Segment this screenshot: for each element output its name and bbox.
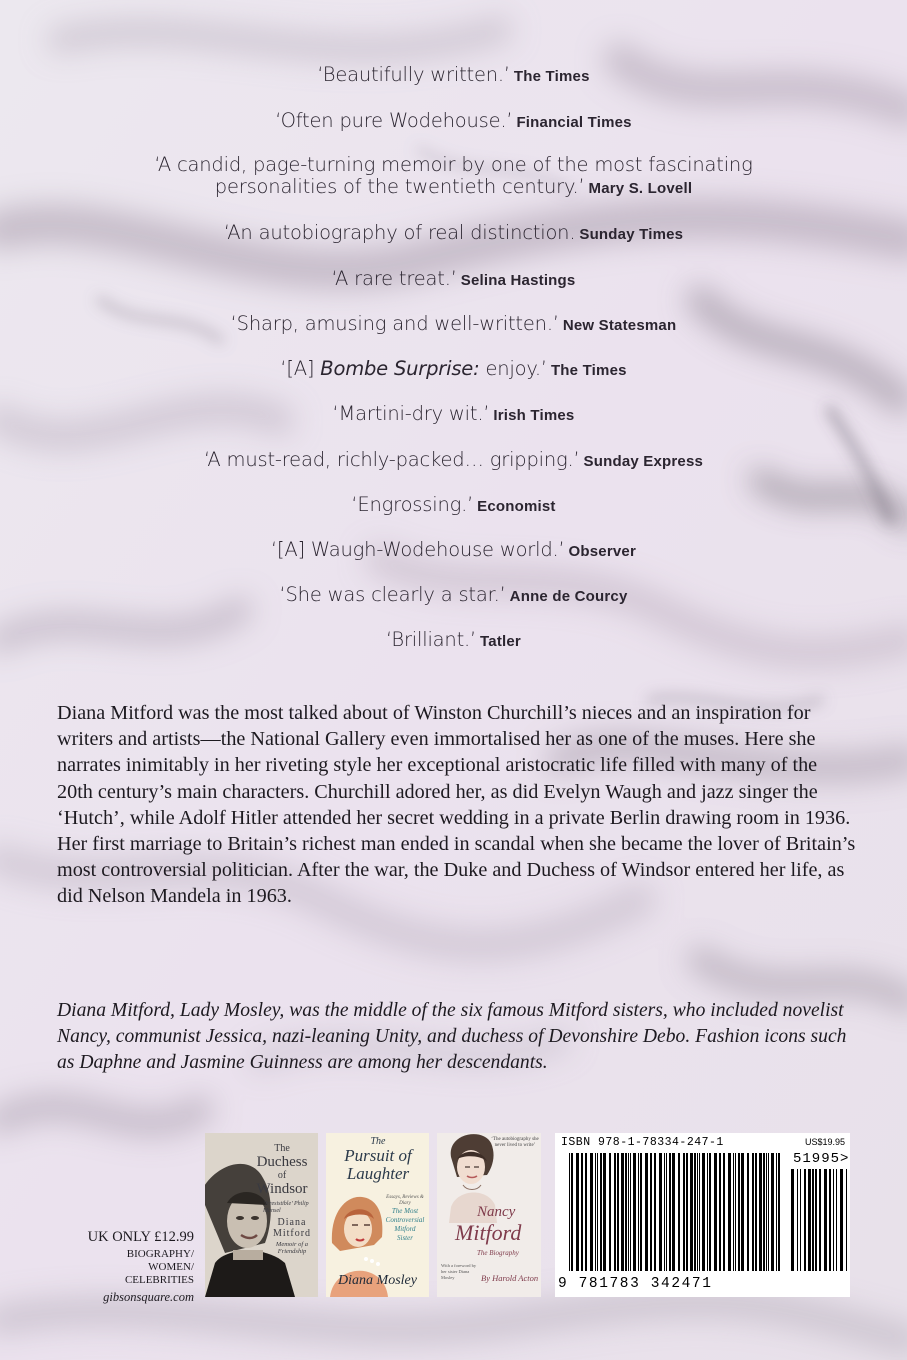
barcode-bar <box>768 1153 769 1271</box>
quote-source: Sunday Express <box>583 453 704 470</box>
cover-blurb: ‘The autobiography she never lived to write’ <box>491 1137 539 1148</box>
cover-author-last: Mitford <box>272 1228 312 1239</box>
barcode-bar <box>723 1153 725 1271</box>
barcode-bar <box>735 1153 736 1271</box>
barcode-bar <box>690 1153 693 1271</box>
barcode-bar <box>645 1153 648 1271</box>
barcode-bar <box>797 1169 798 1271</box>
barcode-bar <box>581 1153 583 1271</box>
cover-author: Diana Mosley <box>338 1273 417 1288</box>
barcode-bar <box>738 1153 740 1271</box>
cover-title <box>249 1143 315 1197</box>
cover-title-word: The <box>370 1136 386 1147</box>
cover-subtitle-line: Controversial <box>385 1216 425 1224</box>
cover-tagline: ‘Irresistible’ Philip Mansel <box>263 1201 309 1214</box>
barcode-bar <box>650 1153 652 1271</box>
quote-source: The Times <box>513 68 590 85</box>
cover-title-word: Nancy <box>477 1204 516 1220</box>
barcode-bar <box>812 1169 814 1271</box>
barcode-bar <box>709 1153 711 1271</box>
barcode-bar <box>840 1169 843 1271</box>
related-book-cover-duchess-of-windsor <box>205 1133 318 1297</box>
quote-text: enjoy.’ <box>479 357 547 380</box>
quote-source: Financial Times <box>516 114 632 131</box>
cover-title <box>330 1137 426 1183</box>
cover-title-word: of <box>277 1170 287 1181</box>
barcode-bar <box>571 1153 573 1271</box>
isbn-label: ISBN 978-1-78334-247-1 <box>561 1136 724 1149</box>
quote-source: Irish Times <box>493 407 575 424</box>
barcode-bar <box>846 1169 847 1271</box>
cover-title <box>455 1203 539 1245</box>
cover-foreword: With a foreword by her sister Diana Mosley <box>441 1263 477 1280</box>
cover-subtitle: Memoir of a Friendship <box>275 1241 309 1255</box>
barcode-bar <box>776 1153 777 1271</box>
barcode-bar <box>576 1153 579 1271</box>
barcode-bar <box>833 1169 834 1271</box>
quote-2 <box>0 110 907 134</box>
quote-13 <box>0 629 907 653</box>
quote-1 <box>0 64 907 88</box>
related-book-cover-pursuit-of-laughter <box>326 1133 429 1297</box>
quote-8 <box>0 403 907 427</box>
quote-11 <box>0 539 907 563</box>
cover-subtitle-line: The Most <box>391 1207 419 1215</box>
quote-source: The Times <box>550 362 627 379</box>
barcode-bar <box>654 1153 656 1271</box>
barcode-bar <box>836 1169 837 1271</box>
barcode-ean-number: 9 781783 342471 <box>558 1276 713 1292</box>
barcode-bar <box>666 1153 667 1271</box>
barcode-bar <box>597 1153 598 1271</box>
quote-source: Mary S. Lovell <box>588 180 693 197</box>
cover-author <box>269 1217 315 1239</box>
barcode-bar <box>630 1153 631 1271</box>
barcode-bar <box>791 1169 794 1271</box>
barcode-bar <box>800 1169 801 1271</box>
barcode-bar <box>659 1153 662 1271</box>
barcode-bar <box>585 1153 587 1271</box>
barcode-bar <box>719 1153 721 1271</box>
price-category-block <box>70 1228 194 1305</box>
quote-text: ‘Martini-dry wit.’ <box>332 402 490 425</box>
barcode-bar <box>603 1153 606 1271</box>
cover-title-word: Duchess <box>256 1154 308 1170</box>
quote-7 <box>0 358 907 382</box>
barcode-bar <box>771 1153 774 1271</box>
cover-subtitle <box>382 1195 428 1243</box>
barcode-bar <box>714 1153 717 1271</box>
category-line: BIOGRAPHY/ <box>126 1248 194 1260</box>
quote-source: Selina Hastings <box>460 272 576 289</box>
quote-text: ‘[A] Waugh-Wodehouse world.’ <box>270 538 565 561</box>
barcode-bar <box>617 1153 619 1271</box>
barcode-bar <box>669 1153 671 1271</box>
cover-title-word: Pursuit of <box>344 1146 412 1165</box>
barcode-bar <box>699 1153 700 1271</box>
barcode-bar <box>755 1153 757 1271</box>
isbn-barcode <box>555 1133 850 1297</box>
quote-5 <box>0 268 907 292</box>
barcode-bar <box>804 1169 806 1271</box>
barcode-bar <box>595 1153 596 1271</box>
quote-text: ‘Engrossing.’ <box>351 493 474 516</box>
barcode-bar <box>778 1153 780 1271</box>
barcode-bar <box>633 1153 636 1271</box>
publisher-website: gibsonsquare.com <box>103 1290 194 1304</box>
cover-title-word: Windsor <box>256 1181 308 1197</box>
cover-title-word: Mitford <box>455 1220 522 1245</box>
quote-3 <box>0 154 907 200</box>
barcode-addon-number: 51995> <box>793 1151 850 1167</box>
quote-text: ‘Brilliant.’ <box>386 628 477 651</box>
quote-source: Sunday Times <box>579 226 684 243</box>
barcode-bar <box>728 1153 731 1271</box>
barcode-bar <box>808 1169 811 1271</box>
quote-prefix: ‘[A] <box>280 357 321 380</box>
barcode-bar <box>664 1153 665 1271</box>
quote-text-line2: personalities of the twentieth century.’ <box>214 175 585 198</box>
quote-source: Tatler <box>480 633 521 650</box>
barcode-bar <box>707 1153 708 1271</box>
quote-text: ‘She was clearly a star.’ <box>279 583 506 606</box>
quote-9 <box>0 449 907 473</box>
cover-subtitle-line: Mitford <box>394 1225 416 1233</box>
barcode-bar <box>819 1169 821 1271</box>
barcode-bar <box>609 1153 611 1271</box>
barcode-bar <box>697 1153 698 1271</box>
barcode-bar <box>702 1153 705 1271</box>
barcode-bar <box>752 1153 754 1271</box>
barcode-bar <box>672 1153 675 1271</box>
quote-text: ‘An autobiography of real distinction. <box>223 221 576 244</box>
barcode-bar <box>763 1153 765 1271</box>
barcode-bar <box>638 1153 639 1271</box>
book-description: Diana Mitford was the most talked about of Winston Churchill’s nieces and an inspiration for writers and artists—the National Gallery even immortalised her as one of the muses. Here she narrates inimitably in her riveting style her exceptional aristocratic life filled with many of the 20th century’s main characters. Churchill adored her, as did Evelyn Waugh and jazz singer the ‘Hutch’, while Adolf Hitler attended her secret wedding in a private Berlin drawing room in 1936. Her first marriage to Britain’s richest man ended in scandal when she became the lover of Britain’s most controversial politician. After the war, the Duke and Duchess of Windsor entered her life, as did Nelson Mandela in 1963. <box>57 702 856 908</box>
barcode-bar <box>747 1153 749 1271</box>
barcode-bar <box>683 1153 685 1271</box>
cover-title-word: Laughter <box>346 1164 410 1183</box>
quote-italic: Bombe Surprise: <box>320 357 480 380</box>
barcode-bar <box>824 1169 827 1271</box>
category-line: WOMEN/ <box>148 1261 194 1273</box>
barcode-bar <box>600 1153 602 1271</box>
barcode-bar <box>569 1153 570 1271</box>
barcode-bar <box>621 1153 624 1271</box>
cover-author-first: Diana <box>277 1217 307 1228</box>
barcode-bar <box>625 1153 627 1271</box>
quote-source: Economist <box>477 498 556 515</box>
quote-4 <box>0 222 907 246</box>
quote-12 <box>0 584 907 608</box>
quote-source: Observer <box>568 543 637 560</box>
barcode-bar <box>766 1153 767 1271</box>
barcode-bar <box>678 1153 680 1271</box>
quote-source: New Statesman <box>562 317 677 334</box>
cover-author: By Harold Acton <box>481 1273 539 1283</box>
quote-source: Anne de Courcy <box>509 588 628 605</box>
cover-subtitle-line: Essays, Reviews & Diary <box>386 1195 424 1206</box>
barcode-bar <box>590 1153 593 1271</box>
cover-subtitle: The Biography <box>477 1249 519 1257</box>
barcode-bar <box>733 1153 734 1271</box>
quote-text: ‘Often pure Wodehouse.’ <box>275 109 513 132</box>
category-line: CELEBRITIES <box>124 1274 194 1286</box>
barcode-bar <box>741 1153 744 1271</box>
related-book-cover-nancy-mitford <box>437 1133 541 1297</box>
us-price: US$19.95 <box>804 1137 845 1147</box>
barcode-bar <box>628 1153 629 1271</box>
quote-6 <box>0 313 907 337</box>
author-bio: Diana Mitford, Lady Mosley, was the middle of the six famous Mitford sisters, who included novelist Nancy, communist Jessica, nazi-leaning Unity, and duchess of Devonshire Debo. Fashion icons such as Daphne and Jasmine Guinness are among her descendants. <box>57 1000 847 1073</box>
quote-text: ‘A must-read, richly-packed… gripping.’ <box>203 448 580 471</box>
barcode-bar <box>640 1153 642 1271</box>
barcode-bar <box>829 1169 831 1271</box>
barcode-bar <box>815 1169 817 1271</box>
quote-text: ‘A rare treat.’ <box>331 267 457 290</box>
quote-text: ‘A candid, page-turning memoir by one of the most fascinating <box>154 153 753 176</box>
quote-text: ‘Sharp, amusing and well-written.’ <box>230 312 559 335</box>
quote-text: ‘Beautifully written.’ <box>317 63 510 86</box>
quote-10 <box>0 494 907 518</box>
cover-subtitle-line: Sister <box>397 1234 413 1242</box>
barcode-bar <box>694 1153 696 1271</box>
cover-title-word: The <box>274 1143 290 1154</box>
barcode-bar <box>686 1153 688 1271</box>
barcode-bar <box>759 1153 762 1271</box>
barcode-bar <box>614 1153 616 1271</box>
uk-price: UK ONLY £12.99 <box>87 1229 194 1245</box>
